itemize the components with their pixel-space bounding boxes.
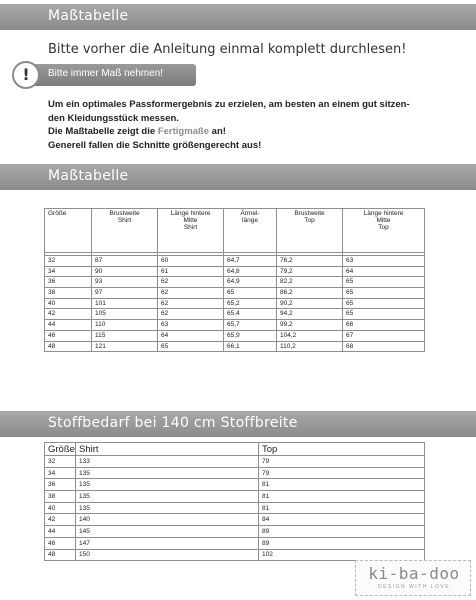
table-row	[45, 537, 425, 549]
fabric-table-body	[45, 456, 425, 561]
intro-text: Bitte vorher die Anleitung einmal komplett durchlesen!	[48, 42, 407, 57]
table-row	[45, 277, 425, 288]
table-header-cell: Brustweite Top	[277, 209, 343, 253]
table-cell: 62	[158, 288, 224, 299]
table-cell: 64,8	[224, 266, 277, 277]
table-cell: 38	[45, 491, 76, 503]
table-cell: 42	[45, 309, 92, 320]
table-cell: 48	[45, 341, 92, 352]
logo-wordmark: ki-ba-doo	[368, 564, 460, 583]
table-row	[45, 256, 425, 267]
table-header-cell: Länge hintere Mitte Shirt	[158, 209, 224, 253]
table-row	[45, 309, 425, 320]
table-cell: 62	[158, 309, 224, 320]
instructions-line: den Kleidungsstück messen.	[48, 112, 179, 124]
table-cell: 32	[45, 456, 76, 468]
table-row	[45, 502, 425, 514]
table-cell: 101	[92, 298, 158, 309]
table-cell: 93	[92, 277, 158, 288]
size-table	[44, 208, 425, 352]
table-cell: 65,9	[224, 330, 277, 341]
table-cell: 105	[92, 309, 158, 320]
table-cell: 90	[92, 266, 158, 277]
table-cell: 64,7	[224, 256, 277, 267]
table-cell: 79	[259, 456, 425, 468]
table-cell: 60	[158, 256, 224, 267]
table-cell: 145	[76, 526, 259, 538]
section-header-masstabelle-2	[0, 164, 476, 190]
table-cell: 133	[76, 456, 259, 468]
table-cell: 79	[259, 467, 425, 479]
instructions-paragraph	[48, 98, 428, 152]
section-title: Stoffbedarf bei 140 cm Stoffbreite	[48, 415, 298, 431]
table-cell: 135	[76, 467, 259, 479]
table-cell: 48	[45, 549, 76, 561]
table-row	[45, 514, 425, 526]
table-cell: 82,2	[277, 277, 343, 288]
table-cell: 140	[76, 514, 259, 526]
table-cell: 90,2	[277, 298, 343, 309]
table-cell: 150	[76, 549, 259, 561]
table-cell: 81	[259, 479, 425, 491]
exclamation-icon: !	[12, 61, 40, 89]
table-cell: 63	[158, 320, 224, 331]
size-table-header-row	[45, 209, 425, 253]
table-row	[45, 479, 425, 491]
table-cell: 65	[158, 341, 224, 352]
table-cell: 110	[92, 320, 158, 331]
table-cell: 42	[45, 514, 76, 526]
table-cell: 84	[259, 514, 425, 526]
section-title: Maßtabelle	[48, 168, 129, 184]
table-cell: 135	[76, 502, 259, 514]
table-cell: 44	[45, 526, 76, 538]
table-row	[45, 298, 425, 309]
logo-tagline: DESIGN WITH LOVE	[377, 584, 451, 590]
table-cell: 76,2	[277, 256, 343, 267]
table-cell: 64	[343, 266, 425, 277]
table-cell: 66	[343, 320, 425, 331]
table-cell: 147	[76, 537, 259, 549]
table-row	[45, 288, 425, 299]
table-header-cell: Brustweite Shirt	[92, 209, 158, 253]
table-cell: 68	[343, 341, 425, 352]
table-cell: 86,2	[277, 288, 343, 299]
table-cell: 34	[45, 467, 76, 479]
table-cell: 121	[92, 341, 158, 352]
table-cell: 97	[92, 288, 158, 299]
table-header-cell: Größe	[45, 443, 76, 456]
section-title: Maßtabelle	[48, 8, 129, 24]
table-cell: 99,2	[277, 320, 343, 331]
table-row	[45, 320, 425, 331]
table-cell: 62	[158, 277, 224, 288]
table-cell: 67	[343, 330, 425, 341]
instructions-line: Generell fallen die Schnitte größengerecht aus!	[48, 139, 262, 151]
table-cell: 64	[158, 330, 224, 341]
table-row	[45, 491, 425, 503]
table-cell: 81	[259, 502, 425, 514]
table-cell: 61	[158, 266, 224, 277]
instructions-line	[48, 125, 428, 139]
instructions-text: Die Maßtabelle zeigt die	[48, 126, 158, 137]
table-cell: 135	[76, 491, 259, 503]
table-cell: 102	[259, 549, 425, 561]
size-table-body	[45, 253, 425, 352]
table-cell: 65,2	[224, 298, 277, 309]
table-cell: 65,7	[224, 320, 277, 331]
table-row	[45, 330, 425, 341]
table-cell: 36	[45, 479, 76, 491]
fabric-table-header-row	[45, 443, 425, 456]
table-cell: 110,2	[277, 341, 343, 352]
table-cell: 87	[92, 256, 158, 267]
table-row	[45, 526, 425, 538]
table-cell: 34	[45, 266, 92, 277]
table-header-cell: Länge hintere Mitte Top	[343, 209, 425, 253]
table-cell: 64,9	[224, 277, 277, 288]
table-row	[45, 467, 425, 479]
table-row	[45, 549, 425, 561]
instructions-line: Um ein optimales Passformergebnis zu erzielen, am besten an einem gut sitzen-	[48, 99, 410, 110]
table-cell: 46	[45, 330, 92, 341]
table-cell: 81	[259, 491, 425, 503]
table-cell: 65	[343, 288, 425, 299]
table-cell: 40	[45, 298, 92, 309]
notice-banner	[18, 64, 196, 86]
table-cell: 38	[45, 288, 92, 299]
table-cell: 94,2	[277, 309, 343, 320]
table-cell: 36	[45, 277, 92, 288]
table-cell: 65	[224, 288, 277, 299]
table-cell: 115	[92, 330, 158, 341]
table-cell: 135	[76, 479, 259, 491]
fabric-table	[44, 442, 425, 561]
highlight-fertigmasse: Fertigmaße	[157, 126, 210, 137]
table-cell: 44	[45, 320, 92, 331]
table-row	[45, 456, 425, 468]
section-header-stoffbedarf	[0, 411, 476, 437]
table-cell: 46	[45, 537, 76, 549]
table-cell: 65	[343, 277, 425, 288]
table-cell: 66,1	[224, 341, 277, 352]
section-header-masstabelle	[0, 4, 476, 30]
kibadoo-logo	[355, 560, 471, 596]
instructions-text: an!	[209, 126, 226, 137]
table-header-cell: Shirt	[76, 443, 259, 456]
table-header-cell: Größe	[45, 209, 92, 253]
table-header-cell: Ärmel- länge	[224, 209, 277, 253]
table-row	[45, 266, 425, 277]
table-row	[45, 341, 425, 352]
table-cell: 40	[45, 502, 76, 514]
table-cell: 65	[343, 309, 425, 320]
table-cell: 89	[259, 537, 425, 549]
table-cell: 79,2	[277, 266, 343, 277]
table-cell: 89	[259, 526, 425, 538]
table-header-cell: Top	[259, 443, 425, 456]
table-cell: 63	[343, 256, 425, 267]
table-cell: 104,2	[277, 330, 343, 341]
table-cell: 65	[343, 298, 425, 309]
table-cell: 62	[158, 298, 224, 309]
table-cell: 65,4	[224, 309, 277, 320]
notice-text: Bitte immer Maß nehmen!	[48, 68, 164, 79]
table-cell: 32	[45, 256, 92, 267]
